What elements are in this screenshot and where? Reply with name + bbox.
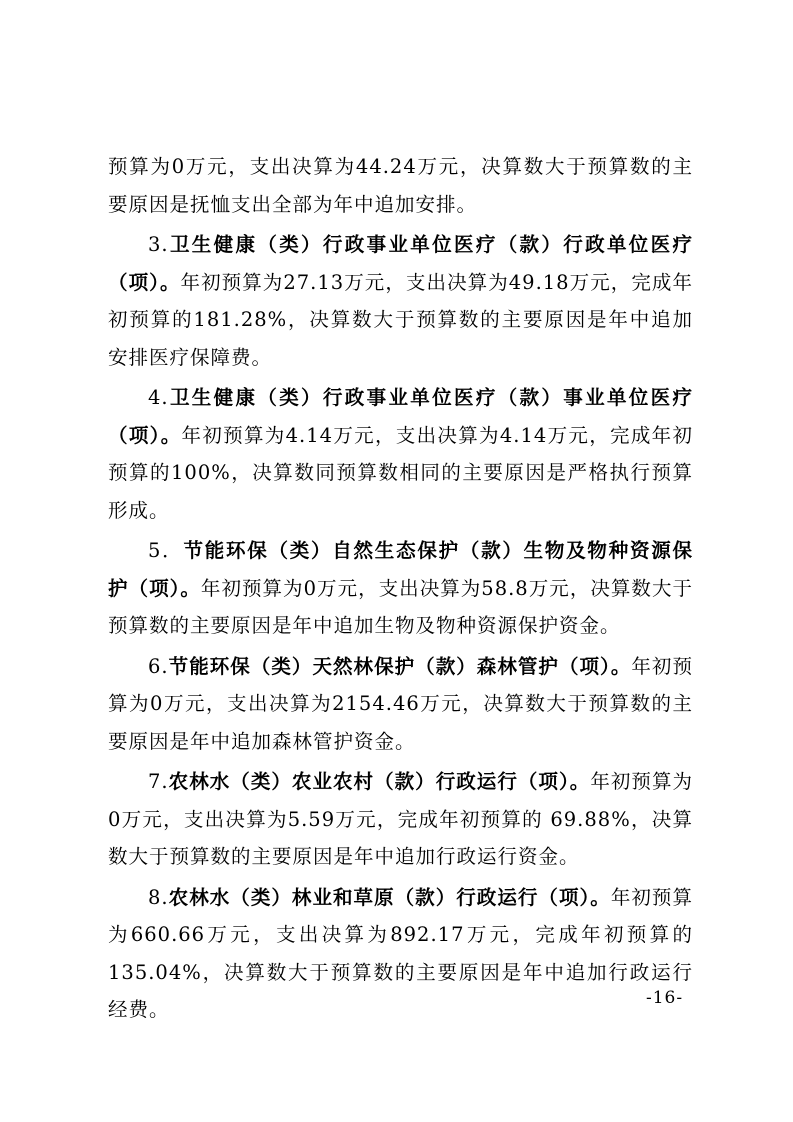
paragraph-body: 年初预算为0万元，支出决算为2154.46万元，决算数大于预算数的主要原因是年中追加森林管护资金。 (108, 654, 693, 753)
paragraph-body: 年初预算为27.13万元，支出决算为49.18万元，完成年初预算的181.28%，决算数大于预算数的主要原因是年中追加安排医疗保障费。 (108, 270, 693, 369)
paragraph-item-8 (108, 879, 693, 1029)
item-heading: 节能环保（类）天然林保护（款）森林管护（项）。 (168, 654, 632, 678)
item-heading: 农林水（类）农业农村（款）行政运行（项）。 (168, 770, 591, 793)
paragraph-item-6 (108, 648, 693, 761)
item-number: 5． (148, 539, 184, 562)
item-heading: 节能环保（类）自然生态保护（款）生物及物种资源保护（项）。 (108, 539, 693, 600)
page-number: -16- (646, 988, 684, 1008)
paragraph-item-3 (108, 226, 693, 376)
paragraph-item-7 (108, 763, 693, 876)
item-heading: 卫生健康（类）行政事业单位医疗（款）行政单位医疗（项）。 (108, 233, 693, 294)
item-number: 4. (148, 386, 169, 409)
paragraph-body: 预算为0万元，支出决算为44.24万元，决算数大于预算数的主要原因是抚恤支出全部为年中追加安排。 (108, 155, 693, 216)
item-heading: 农林水（类）林业和草原（款）行政运行（项）。 (168, 885, 611, 909)
paragraph-body: 年初预算为0万元，支出决算为5.59万元，完成年初预算的 69.88%，决算数大于预算数的主要原因是年中追加行政运行资金。 (108, 770, 693, 868)
paragraph-item-5 (108, 532, 693, 645)
paragraph-body: 年初预算为0万元，支出决算为58.8万元，决算数大于预算数的主要原因是年中追加生物及物种资源保护资金。 (108, 576, 693, 637)
paragraph-item-4 (108, 379, 693, 529)
paragraph-continuation (108, 148, 693, 223)
item-number: 7. (148, 770, 169, 793)
item-number: 8. (148, 885, 169, 909)
item-heading: 卫生健康（类）行政事业单位医疗（款）事业单位医疗（项）。 (108, 386, 693, 447)
document-page (108, 148, 693, 1029)
paragraph-body: 年初预算为660.66万元，支出决算为892.17万元，完成年初预算的135.04%，决算数大于预算数的主要原因是年中追加行政运行经费。 (108, 885, 693, 1021)
paragraph-body: 年初预算为4.14万元，支出决算为4.14万元，完成年初预算的100%，决算数同预算数相同的主要原因是严格执行预算形成。 (108, 423, 693, 522)
item-number: 6. (148, 654, 169, 678)
item-number: 3. (148, 233, 169, 256)
